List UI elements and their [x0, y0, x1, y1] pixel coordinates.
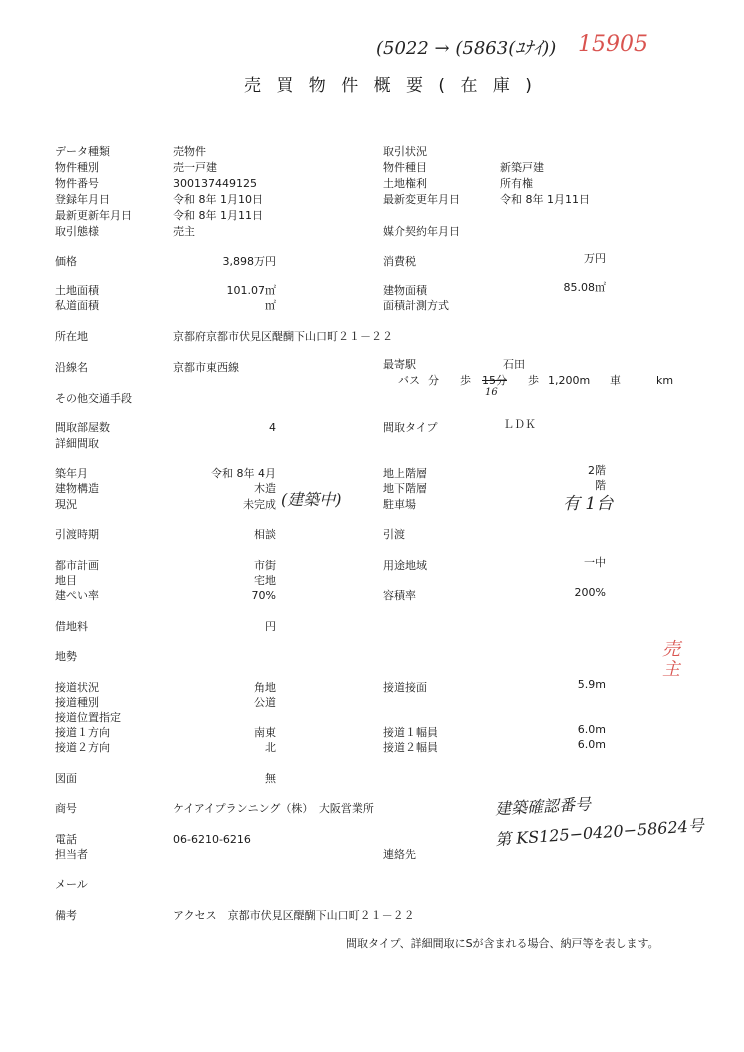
- label-remarks: 備考: [55, 909, 77, 922]
- label-delivery-time: 引渡時期: [55, 528, 99, 541]
- value-delivery-time: 相談: [254, 528, 276, 541]
- label-handover: 引渡: [383, 528, 405, 541]
- label-contact: 連絡先: [383, 848, 416, 861]
- label-company: 商号: [55, 802, 77, 815]
- value-transaction-mode: 売主: [173, 225, 195, 238]
- value-private-road: ㎡: [265, 299, 276, 312]
- value-road-type: 公道: [254, 696, 276, 709]
- label-walk: 歩: [528, 374, 539, 387]
- value-location: 京都府京都市伏見区醍醐下山口町２１－２２: [173, 330, 393, 343]
- value-property-no: 300137449125: [173, 177, 257, 190]
- value-property-type: 売一戸建: [173, 161, 217, 174]
- label-coverage: 建ぺい率: [55, 589, 99, 602]
- label-bus-walk: 歩: [460, 374, 471, 387]
- label-floors-above: 地上階層: [383, 467, 427, 480]
- value-land-rent: 円: [265, 620, 276, 633]
- label-road1-width: 接道１幅員: [383, 726, 438, 739]
- label-zoning: 用途地域: [383, 559, 427, 572]
- label-mail: メール: [55, 878, 88, 891]
- value-road-status: 角地: [254, 681, 276, 694]
- value-coverage: 70%: [251, 589, 276, 602]
- value-floors-below: 階: [595, 479, 606, 492]
- label-location: 所在地: [55, 330, 88, 343]
- label-tax: 消費税: [383, 255, 416, 268]
- handwritten-confirm-number: 第 KS125−0420−58624号: [494, 815, 705, 850]
- label-data-type: データ種類: [55, 145, 110, 158]
- value-walk-struck: 15分: [482, 374, 507, 387]
- footnote: 間取タイプ、詳細間取にSが含まれる場合、納戸等を表します。: [346, 937, 659, 950]
- label-road2-width: 接道２幅員: [383, 741, 438, 754]
- label-bus-minutes: 分: [428, 374, 439, 387]
- value-structure: 木造: [254, 482, 276, 495]
- label-drawing: 図面: [55, 772, 77, 785]
- value-company: ケイアイプランニング（株） 大阪営業所: [173, 802, 374, 815]
- handwritten-seller: 売主: [662, 639, 680, 680]
- label-land-area: 土地面積: [55, 284, 99, 297]
- handwritten-red-number: 15905: [578, 32, 648, 57]
- value-data-type: 売物件: [173, 145, 206, 158]
- value-frontage: 5.9m: [577, 678, 606, 691]
- handwritten-walk-minutes: 16: [485, 387, 498, 398]
- label-building-area: 建物面積: [383, 284, 427, 297]
- label-rooms: 間取部屋数: [55, 421, 110, 434]
- label-other-transport: その他交通手段: [55, 392, 132, 405]
- handwritten-building-status: (建築中): [281, 490, 342, 509]
- label-transaction-mode: 取引態様: [55, 225, 99, 238]
- value-land-right: 所有権: [500, 177, 533, 190]
- page-title: 売 買 物 件 概 要 ( 在 庫 ): [244, 76, 537, 96]
- value-station: 石田: [503, 358, 525, 371]
- value-rooms: 4: [269, 421, 276, 434]
- value-land-category: 宅地: [254, 574, 276, 587]
- label-bus: バス: [398, 374, 420, 387]
- value-tax: 万円: [584, 252, 606, 265]
- label-road-position: 接道位置指定: [55, 711, 121, 724]
- value-status: 未完成: [243, 498, 276, 511]
- label-structure: 建物構造: [55, 482, 99, 495]
- value-building-area: 85.08㎡: [563, 281, 606, 294]
- label-terrain: 地勢: [55, 650, 77, 663]
- label-land-rent: 借地料: [55, 620, 88, 633]
- label-property-item: 物件種目: [383, 161, 427, 174]
- label-phone: 電話: [55, 833, 77, 846]
- value-city-plan: 市街: [254, 559, 276, 572]
- label-line: 沿線名: [55, 361, 88, 374]
- label-car: 車: [610, 374, 621, 387]
- value-property-item: 新築戸建: [500, 161, 544, 174]
- label-road-status: 接道状況: [55, 681, 99, 694]
- label-property-type: 物件種別: [55, 161, 99, 174]
- label-km: km: [656, 374, 674, 387]
- label-land-category: 地目: [55, 574, 77, 587]
- label-property-no: 物件番号: [55, 177, 99, 190]
- label-road-type: 接道種別: [55, 696, 99, 709]
- value-line: 京都市東西線: [173, 361, 239, 374]
- label-registered: 登録年月日: [55, 193, 110, 206]
- label-city-plan: 都市計画: [55, 559, 99, 572]
- label-road1-dir: 接道１方向: [55, 726, 110, 739]
- handwritten-confirm-title: 建築確認番号: [494, 794, 592, 819]
- label-staff: 担当者: [55, 848, 88, 861]
- value-changed: 令和 8年 1月11日: [500, 193, 590, 206]
- label-price: 価格: [55, 255, 77, 268]
- label-floors-below: 地下階層: [383, 482, 427, 495]
- label-private-road: 私道面積: [55, 299, 99, 312]
- label-parking: 駐車場: [383, 498, 416, 511]
- value-road2-dir: 北: [265, 741, 276, 754]
- value-road2-width: 6.0m: [577, 738, 606, 751]
- value-zoning: 一中: [584, 556, 606, 569]
- label-built: 築年月: [55, 467, 88, 480]
- label-station: 最寄駅: [383, 358, 416, 371]
- label-frontage: 接道接面: [383, 681, 427, 694]
- value-phone: 06-6210-6216: [173, 833, 251, 846]
- label-updated: 最新更新年月日: [55, 209, 132, 222]
- label-layout-type: 間取タイプ: [383, 421, 438, 434]
- value-layout-type: ＬＤＫ: [503, 418, 536, 431]
- value-distance: 1,200m: [548, 374, 591, 387]
- value-registered: 令和 8年 1月10日: [173, 193, 263, 206]
- label-land-right: 土地権利: [383, 177, 427, 190]
- label-changed: 最新変更年月日: [383, 193, 460, 206]
- label-area-method: 面積計測方式: [383, 299, 449, 312]
- label-status: 現況: [55, 498, 77, 511]
- value-price: 3,898万円: [222, 255, 276, 268]
- value-remarks: アクセス 京都市伏見区醍醐下山口町２１－２２: [173, 909, 415, 922]
- label-brokerage: 媒介契約年月日: [383, 225, 460, 238]
- label-far: 容積率: [383, 589, 416, 602]
- value-road1-dir: 南東: [254, 726, 276, 739]
- handwritten-parking: 有 1台: [563, 494, 614, 514]
- value-land-area: 101.07㎡: [226, 284, 276, 297]
- value-updated: 令和 8年 1月11日: [173, 209, 263, 222]
- label-room-detail: 詳細間取: [55, 437, 99, 450]
- value-drawing: 無: [265, 772, 276, 785]
- label-deal-status: 取引状況: [383, 145, 427, 158]
- value-far: 200%: [574, 586, 606, 599]
- value-floors-above: 2階: [588, 464, 606, 477]
- value-built: 令和 8年 4月: [211, 467, 276, 480]
- value-road1-width: 6.0m: [577, 723, 606, 736]
- label-road2-dir: 接道２方向: [55, 741, 110, 754]
- handwritten-number-note: (5022 → (5863(ﾕﾅｲ)): [376, 38, 557, 59]
